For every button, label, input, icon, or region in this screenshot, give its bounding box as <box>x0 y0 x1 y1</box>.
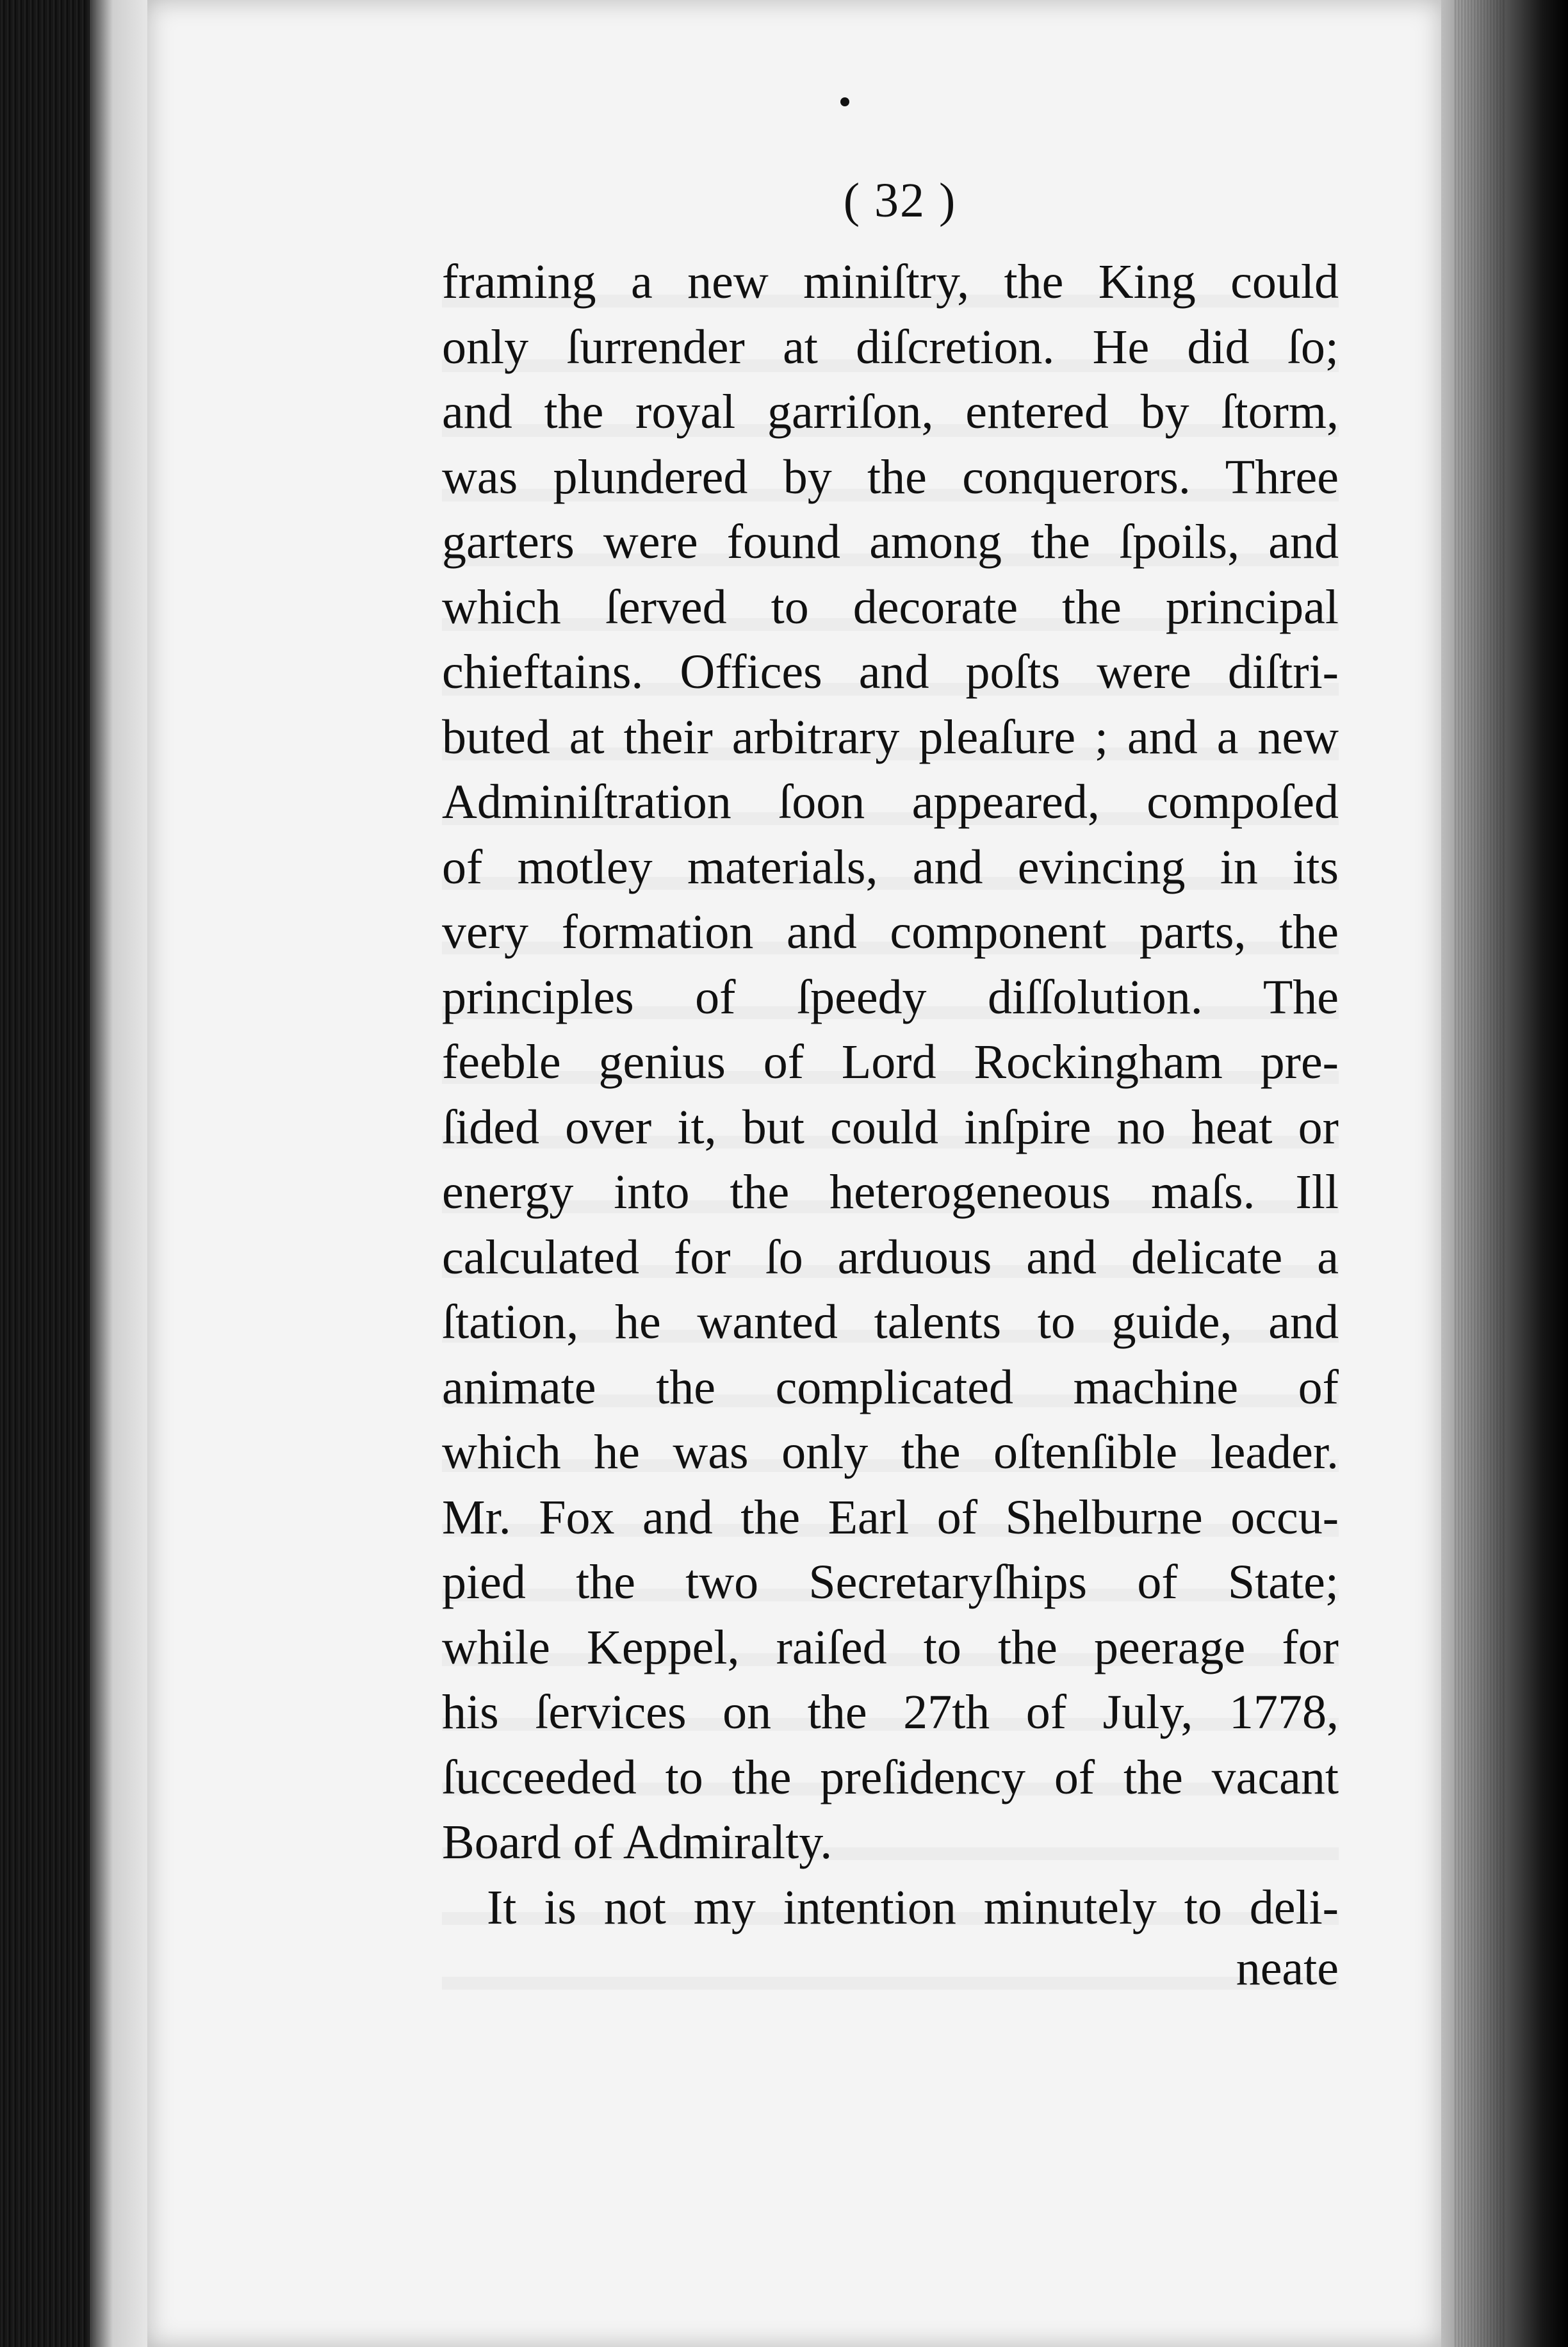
text-line: very formation and component parts, the <box>442 905 1339 959</box>
text-line: principles of ſpeedy diſſolution. The <box>442 970 1339 1024</box>
text-line: Board of Admiralty. <box>442 1815 833 1869</box>
text-line: calculated for ſo arduous and delicate a <box>442 1230 1339 1284</box>
body-text <box>442 250 1339 1940</box>
text-line: It is not my intention minutely to deli- <box>487 1880 1339 1934</box>
text-line: ſucceeded to the preſidency of the vacant <box>442 1750 1339 1804</box>
text-line: ſtation, he wanted talents to guide, and <box>442 1295 1339 1349</box>
text-line: feeble genius of Lord Rockingham pre- <box>442 1035 1339 1089</box>
text-line: which he was only the oſtenſible leader. <box>442 1425 1339 1479</box>
text-line: while Keppel, raiſed to the peerage for <box>442 1620 1339 1674</box>
text-line: energy into the heterogeneous maſs. Ill <box>442 1165 1339 1219</box>
fore-edge-lines <box>1454 0 1505 2347</box>
page-number: ( 32 ) <box>843 174 957 227</box>
text-line: chieftains. Offices and poſts were diſtri- <box>442 645 1339 699</box>
text-line: animate the complicated machine of <box>442 1360 1339 1414</box>
text-line: framing a new miniſtry, the King could <box>442 255 1339 309</box>
binding-strip <box>90 0 147 2347</box>
text-line: ſided over it, but could inſpire no heat or <box>442 1100 1339 1154</box>
text-line: Mr. Fox and the Earl of Shelburne occu- <box>442 1490 1339 1544</box>
text-line: buted at their arbitrary pleaſure ; and a new <box>442 710 1339 764</box>
catchword: neate <box>1236 1942 1339 1995</box>
text-line: was plundered by the conquerors. Three <box>442 450 1339 504</box>
text-line: of motley materials, and evincing in its <box>442 840 1339 894</box>
text-line: pied the two Secretaryſhips of State; <box>442 1555 1339 1609</box>
text-line: garters were found among the ſpoils, and <box>442 515 1339 569</box>
binding-edge <box>0 0 147 2347</box>
text-line: Adminiſtration ſoon appeared, compoſed <box>442 775 1339 829</box>
text-line: only ſurrender at diſcretion. He did ſo; <box>442 320 1339 374</box>
text-line: his ſervices on the 27th of July, 1778, <box>442 1685 1339 1739</box>
ink-dot <box>840 97 849 106</box>
text-line: and the royal garriſon, entered by ſtorm, <box>442 385 1339 439</box>
text-line: which ſerved to decorate the principal <box>442 580 1339 634</box>
fore-edge <box>1441 0 1568 2347</box>
